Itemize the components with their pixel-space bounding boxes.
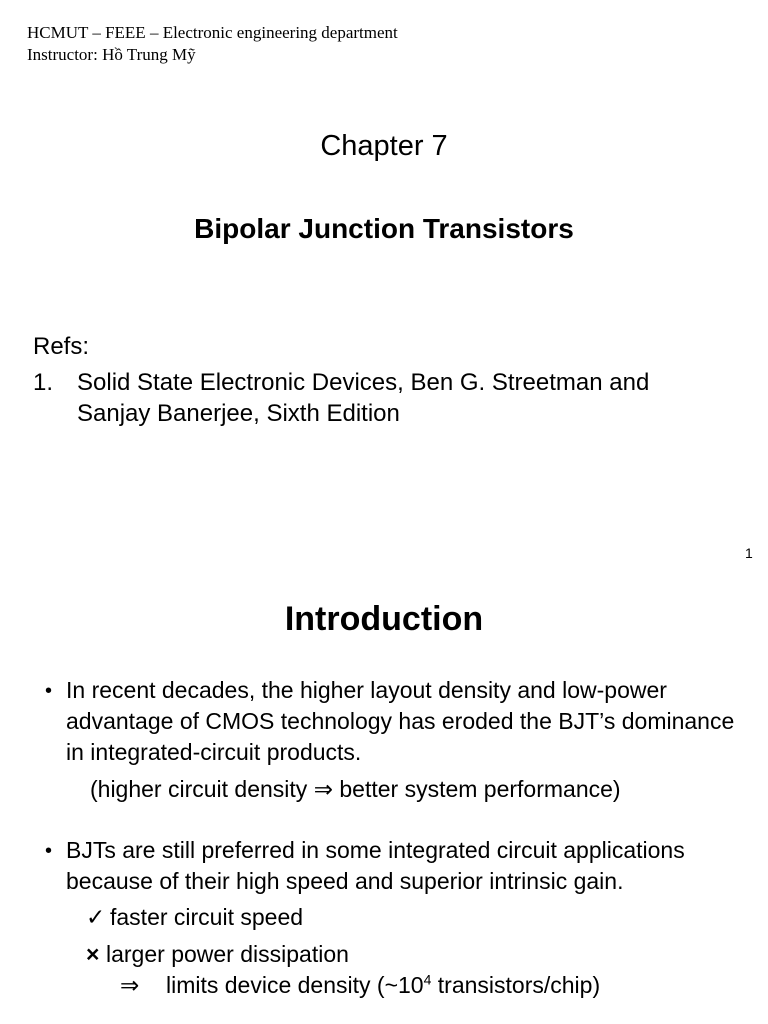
instructor-header: Instructor: Hồ Trung Mỹ	[27, 45, 196, 64]
pro-item: faster circuit speed	[110, 904, 304, 930]
bullet-2-line-2: because of their high speed and superior intrinsic gain.	[66, 868, 624, 894]
check-icon: ✓	[86, 904, 106, 930]
department-header: HCMUT – FEEE – Electronic engineering department	[27, 23, 398, 42]
bullet-1-marker: •	[45, 680, 53, 702]
con-item: larger power dissipation	[106, 941, 349, 967]
page-number: 1	[745, 545, 753, 561]
chapter-heading: Chapter 7	[320, 130, 448, 162]
bullet-2-marker: •	[45, 840, 53, 862]
ref-number: 1.	[33, 369, 54, 396]
cross-icon: ×	[86, 941, 100, 967]
refs-label: Refs:	[33, 333, 90, 360]
limit-exponent: 4	[423, 971, 432, 988]
bullet-1-line-3: in integrated-circuit products.	[66, 739, 362, 765]
bullet-2-line-1: BJTs are still preferred in some integrated circuit applications	[66, 837, 685, 863]
ref-line-2: Sanjay Banerjee, Sixth Edition	[77, 400, 400, 427]
bullet-1-note: (higher circuit density ⇒ better system performance)	[90, 776, 621, 802]
intro-title: Introduction	[284, 600, 484, 638]
chapter-title: Bipolar Junction Transistors	[194, 213, 574, 244]
ref-line-1: Solid State Electronic Devices, Ben G. Streetman and	[77, 369, 650, 396]
bullet-1-line-2: advantage of CMOS technology has eroded the BJT’s dominance	[66, 708, 735, 734]
limit-line	[166, 970, 600, 1001]
limit-suffix: transistors/chip)	[431, 972, 601, 998]
implies-icon: ⇒	[120, 972, 140, 998]
bullet-1-line-1: In recent decades, the higher layout density and low-power	[66, 677, 667, 703]
limit-prefix: limits device density (~10	[166, 972, 424, 998]
